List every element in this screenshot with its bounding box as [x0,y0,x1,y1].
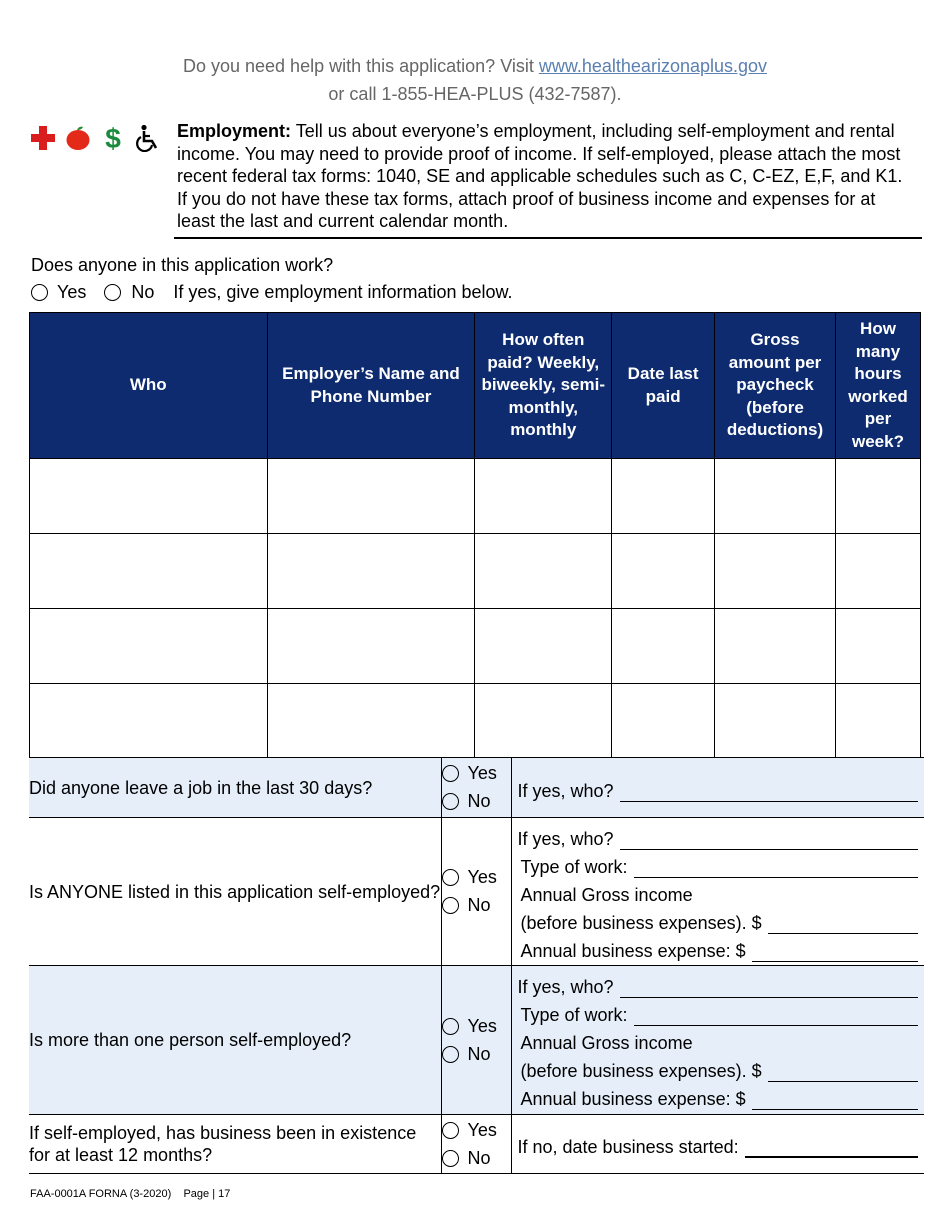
apple-icon [65,124,91,152]
self-employed-income-label: (before business expenses). $ [520,912,762,933]
multiple-self-employed-yes-label: Yes [467,1015,497,1036]
help-banner [0,52,950,108]
svg-text:$: $ [105,124,121,152]
self-employed-expense-line[interactable] [752,947,918,962]
multiple-expense-label: Annual business expense: $ [520,1089,746,1109]
left-job-who-field [512,774,925,802]
table-row [30,684,921,759]
work-no-label: No [131,282,155,302]
table-cell[interactable] [612,459,715,534]
table-cell[interactable] [30,684,268,759]
employment-body: Tell us about everyone’s employment, including self-employment and rental income. You may need to provide proof of income. If self-employed, please attach the most recent federal tax forms: 1040, SE and applicable schedules such as C, C-EZ, E,F, and K1. If you do not have these tax forms, attach proof of business income and expenses for at least the last and current calendar month. [177,121,903,231]
business-started-line[interactable] [745,1142,918,1158]
employment-label: Employment: [177,121,292,141]
program-icons [30,124,161,152]
self-employed-income-field [512,906,925,934]
business-started-field [512,1130,925,1158]
question-row-multiple-self-employed [29,966,924,1115]
table-cell[interactable] [267,609,475,684]
header-who: Who [30,313,268,459]
work-yes-radio[interactable] [31,284,48,301]
self-employed-income-heading: Annual Gross income [520,884,693,905]
work-question: Does anyone in this application work? [31,255,334,275]
help-link[interactable]: www.healthearizonaplus.gov [538,56,768,76]
table-row [30,459,921,534]
self-employed-expense-label: Annual business expense: $ [520,940,746,961]
business-age-yes-label: Yes [467,1119,497,1140]
table-cell[interactable] [612,684,715,759]
table-row [30,534,921,609]
table-cell[interactable] [267,534,475,609]
help-text: Do you need help with this application? Visit [182,56,539,76]
multiple-income-label: (before business expenses). $ [520,1061,762,1081]
self-employed-type-line[interactable] [634,863,918,878]
red-cross-icon [30,124,56,152]
header-employer: Employer’s Name and Phone Number [267,313,475,459]
self-employed-question: Is ANYONE listed in this application self-employed? [29,818,441,966]
header-date-last-paid: Date last paid [612,313,715,459]
multiple-income-field [512,1054,925,1082]
left-job-no-label: No [467,791,491,811]
header-frequency: How often paid? Weekly, biweekly, semi-monthly, monthly [475,313,612,459]
left-job-question: Did anyone leave a job in the last 30 days? [29,758,441,818]
table-cell[interactable] [267,684,475,759]
work-no-radio[interactable] [104,284,121,301]
self-employed-yes-label: Yes [467,867,497,887]
employment-instructions [177,120,912,233]
self-employed-yes-radio[interactable] [442,869,459,886]
dollar-icon [100,124,126,152]
multiple-self-employed-details [511,966,924,1115]
business-started-label: If no, date business started: [517,1137,739,1157]
multiple-who-field [512,970,925,998]
self-employed-type-label: Type of work: [520,856,628,877]
self-employed-no-radio[interactable] [442,897,459,914]
table-cell[interactable] [715,534,836,609]
table-cell[interactable] [475,609,612,684]
business-age-options [441,1115,511,1174]
table-cell[interactable] [30,534,268,609]
question-row-business-age [29,1115,924,1174]
table-cell[interactable] [836,609,921,684]
left-job-yes-radio[interactable] [442,765,459,782]
multiple-self-employed-no-label: No [467,1043,491,1064]
business-age-no-radio[interactable] [442,1150,459,1167]
questions-table [29,757,924,1174]
self-employed-who-label: If yes, who? [517,828,614,849]
work-yes-label: Yes [57,282,87,302]
multiple-type-label: Type of work: [520,1005,628,1025]
multiple-type-field [512,998,925,1026]
table-cell[interactable] [475,534,612,609]
table-cell[interactable] [30,459,268,534]
question-row-self-employed [29,818,924,966]
left-job-who-label: If yes, who? [517,780,614,801]
multiple-self-employed-question: Is more than one person self-employed? [29,966,441,1115]
business-age-yes-radio[interactable] [442,1122,459,1139]
self-employed-income-line[interactable] [768,919,918,934]
table-cell[interactable] [715,684,836,759]
multiple-type-line[interactable] [634,1011,918,1026]
work-note: If yes, give employment information below. [173,282,513,302]
self-employed-expense-field [512,934,925,962]
table-cell[interactable] [715,609,836,684]
multiple-self-employed-no-radio[interactable] [442,1046,459,1063]
table-cell[interactable] [612,609,715,684]
table-cell[interactable] [836,684,921,759]
employment-table [29,312,921,759]
business-age-details [511,1115,924,1174]
self-employed-no-label: No [467,895,491,915]
left-job-options [441,758,511,818]
table-cell[interactable] [475,459,612,534]
table-cell[interactable] [715,459,836,534]
page-footer [30,1188,230,1200]
self-employed-type-field [512,850,925,878]
left-job-who-line[interactable] [620,787,918,802]
multiple-income-line[interactable] [768,1067,918,1082]
table-cell[interactable] [836,534,921,609]
multiple-expense-line[interactable] [752,1095,918,1110]
wheelchair-icon [135,124,161,152]
left-job-details [511,758,924,818]
self-employed-options [441,818,511,966]
multiple-who-line[interactable] [620,983,918,998]
left-job-yes-label: Yes [467,763,497,783]
multiple-income-heading: Annual Gross income [520,1033,693,1053]
header-hours: How many hours worked per week? [836,313,921,459]
table-cell[interactable] [475,684,612,759]
multiple-self-employed-options [441,966,511,1115]
multiple-self-employed-yes-radio[interactable] [442,1018,459,1035]
self-employed-who-line[interactable] [620,835,918,850]
self-employed-who-field [512,822,925,850]
business-age-no-label: No [467,1147,491,1168]
header-gross-amount: Gross amount per paycheck (before deductions) [715,313,836,459]
question-row-left-job [29,758,924,818]
divider [174,237,922,239]
table-cell[interactable] [30,609,268,684]
form-id: FAA-0001A FORNA (3-2020) [30,1188,172,1200]
multiple-who-label: If yes, who? [517,977,614,997]
table-cell[interactable] [267,459,475,534]
employment-header-row [30,313,921,459]
business-age-question: If self-employed, has business been in existence for at least 12 months? [29,1115,441,1174]
table-cell[interactable] [836,459,921,534]
multiple-expense-field [512,1082,925,1110]
help-phone: or call 1-855-HEA-PLUS (432-7587). [328,84,622,104]
page-number: Page | 17 [183,1188,231,1200]
self-employed-details [511,818,924,966]
table-row [30,609,921,684]
left-job-no-radio[interactable] [442,793,459,810]
table-cell[interactable] [612,534,715,609]
work-options [31,282,513,303]
